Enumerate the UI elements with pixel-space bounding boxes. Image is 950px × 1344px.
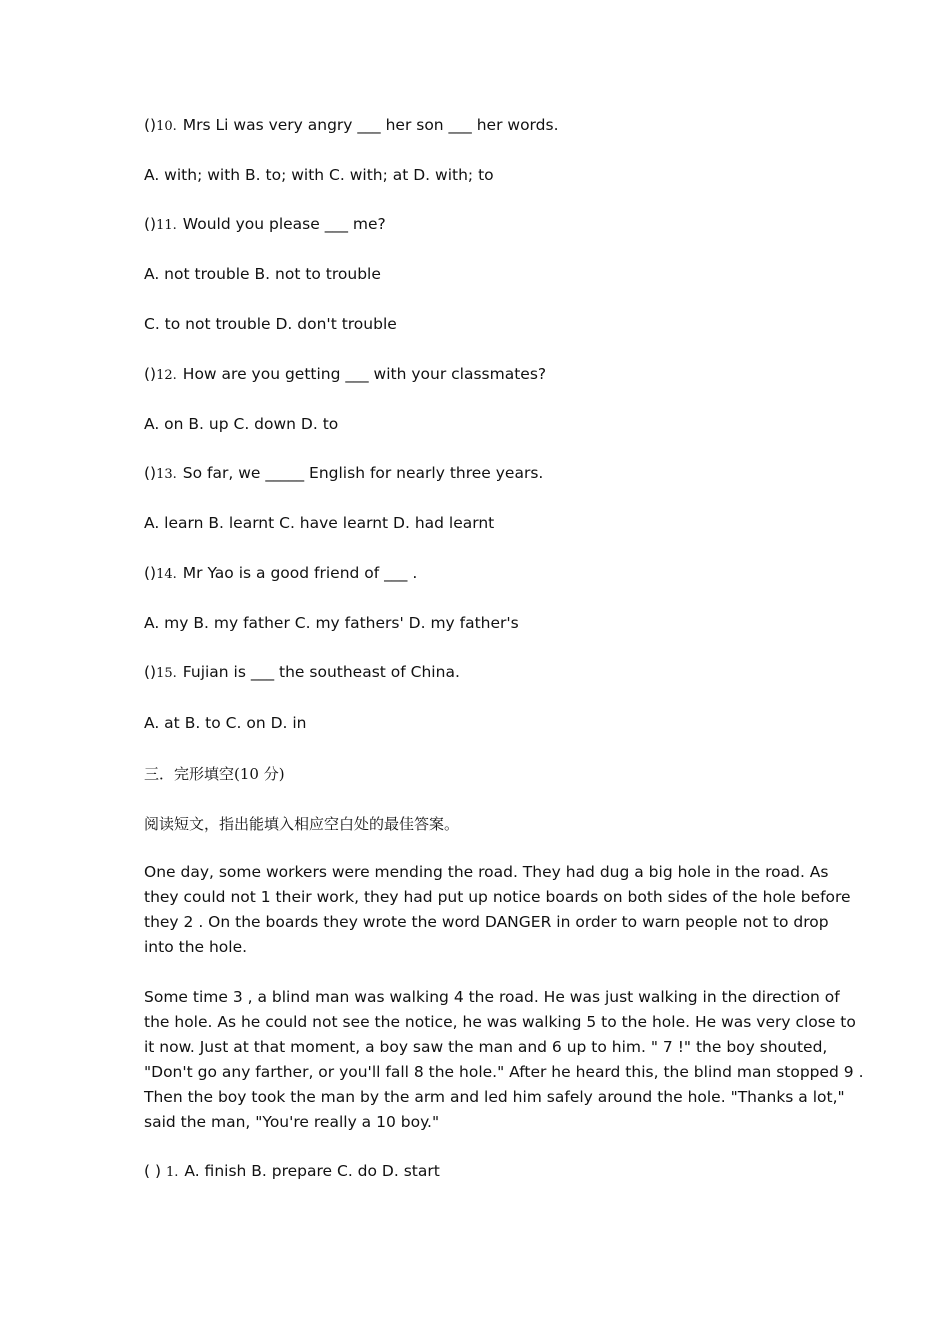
question-number: 12. bbox=[156, 368, 177, 383]
question-10-options: A. with; with B. to; with C. with; at D. with; to bbox=[144, 166, 494, 184]
question-number: 1. bbox=[165, 1165, 179, 1180]
passage-paragraph-2 bbox=[144, 985, 864, 1135]
question-number: 14. bbox=[156, 567, 177, 582]
question-15 bbox=[144, 660, 460, 686]
answer-bracket: ( ) bbox=[144, 1162, 162, 1180]
question-stem: Mrs Li was very angry ___ her son ___ her words. bbox=[182, 116, 559, 134]
passage-line: One day, some workers were mending the road. They had dug a big hole in the road. As bbox=[144, 863, 829, 881]
passage-line: into the hole. bbox=[144, 938, 248, 956]
answer-bracket: () bbox=[144, 464, 157, 482]
question-stem: Would you please ___ me? bbox=[182, 215, 386, 233]
passage-line: it now. Just at that moment, a boy saw the man and 6 up to him. " 7 !" the boy shouted, bbox=[144, 1038, 828, 1056]
question-stem: How are you getting ___ with your classmates? bbox=[182, 365, 547, 383]
question-10 bbox=[144, 113, 559, 139]
passage-line: "Don't go any farther, or you'll fall 8 the hole." After he heard this, the blind man stopped 9 . bbox=[144, 1063, 864, 1081]
question-12 bbox=[144, 362, 546, 388]
question-number: 15. bbox=[156, 666, 177, 681]
passage-line: they could not 1 their work, they had put up notice boards on both sides of the hole before bbox=[144, 888, 851, 906]
question-15-options: A. at B. to C. on D. in bbox=[144, 714, 307, 732]
answer-bracket: () bbox=[144, 215, 157, 233]
passage-paragraph-1 bbox=[144, 860, 851, 960]
answer-bracket: () bbox=[144, 663, 157, 681]
question-options: A. finish B. prepare C. do D. start bbox=[184, 1162, 440, 1180]
passage-line: they 2 . On the boards they wrote the word DANGER in order to warn people not to drop bbox=[144, 913, 829, 931]
question-number: 13. bbox=[156, 467, 177, 482]
passage-line: Then the boy took the man by the arm and led him safely around the hole. "Thanks a lot," bbox=[144, 1088, 845, 1106]
answer-bracket: () bbox=[144, 564, 157, 582]
question-13 bbox=[144, 461, 543, 487]
question-13-options: A. learn B. learnt C. have learnt D. had learnt bbox=[144, 514, 495, 532]
question-11-options-a-b: A. not trouble B. not to trouble bbox=[144, 265, 381, 283]
answer-bracket: () bbox=[144, 116, 157, 134]
cloze-question-1 bbox=[144, 1159, 440, 1185]
section-heading: 三．完形填空(10 分) bbox=[144, 765, 285, 783]
question-11-options-c-d: C. to not trouble D. don't trouble bbox=[144, 315, 397, 333]
passage-line: the hole. As he could not see the notice, he was walking 5 to the hole. He was very close to bbox=[144, 1013, 856, 1031]
question-stem: Fujian is ___ the southeast of China. bbox=[182, 663, 460, 681]
question-12-options: A. on B. up C. down D. to bbox=[144, 415, 339, 433]
passage-line: Some time 3 , a blind man was walking 4 the road. He was just walking in the direction of bbox=[144, 988, 840, 1006]
question-number: 10. bbox=[156, 119, 177, 134]
question-14-options: A. my B. my father C. my fathers' D. my father's bbox=[144, 614, 519, 632]
question-11 bbox=[144, 212, 386, 238]
question-stem: Mr Yao is a good friend of ___ . bbox=[182, 564, 418, 582]
question-stem: So far, we _____ English for nearly three years. bbox=[182, 464, 544, 482]
section-instruction: 阅读短文，指出能填入相应空白处的最佳答案。 bbox=[144, 815, 460, 833]
question-14 bbox=[144, 561, 417, 587]
question-number: 11. bbox=[156, 218, 177, 233]
passage-line: said the man, "You're really a 10 boy." bbox=[144, 1113, 440, 1131]
answer-bracket: () bbox=[144, 365, 157, 383]
